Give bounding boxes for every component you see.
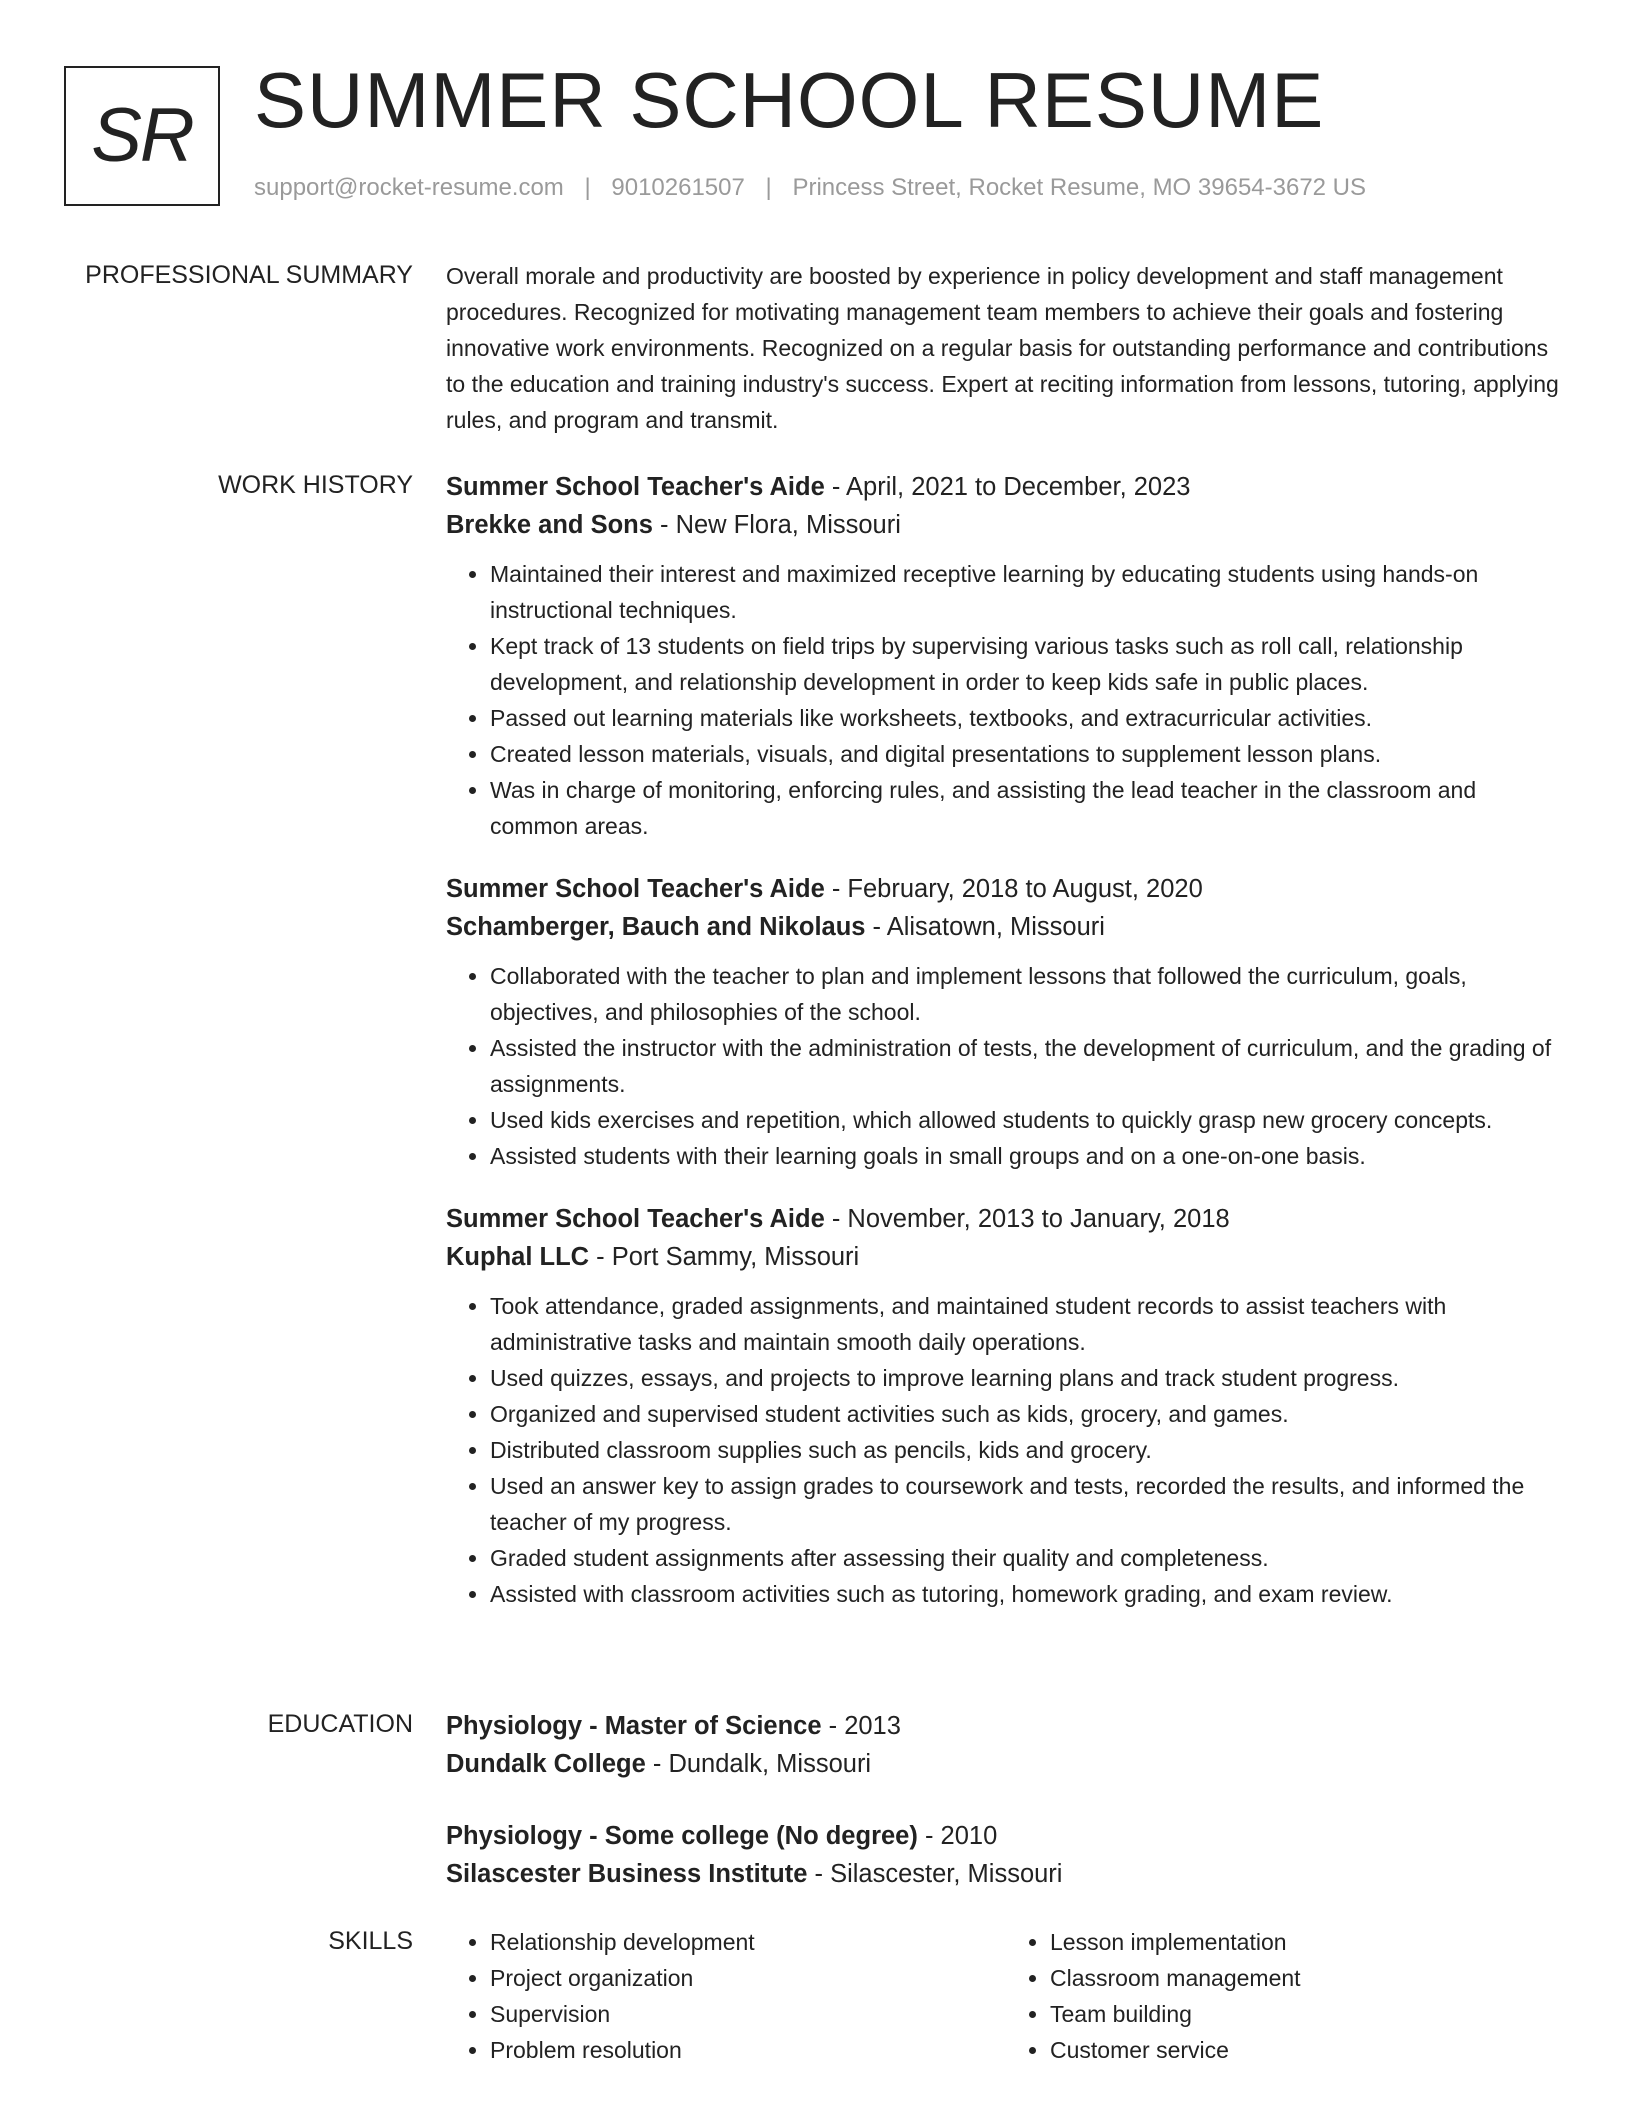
contact-email: support@rocket-resume.com [254, 174, 564, 201]
job-bullet: • Created lesson materials, visuals, and digital presentations to supplement lesson plans. [490, 736, 1566, 772]
job-company: Kuphal LLC [446, 1243, 590, 1271]
job-title-line [446, 870, 1566, 908]
section-label-summary: PROFESSIONAL SUMMARY [85, 261, 413, 289]
job-dates: - February, 2018 to August, 2020 [824, 875, 1203, 903]
job-bullet: • Took attendance, graded assignments, and maintained student records to assist teachers with administrative tasks and maintain smooth daily operations. [490, 1288, 1566, 1360]
job-title: Summer School Teacher's Aide [446, 875, 825, 903]
job-title: Summer School Teacher's Aide [446, 473, 825, 501]
skill-item: • Supervision [490, 1996, 1006, 2032]
job-bullet: • Used quizzes, essays, and projects to improve learning plans and track student progress. [490, 1360, 1566, 1396]
monogram-initials: SR [91, 93, 193, 178]
job-company-line [446, 506, 1566, 544]
job-bullet: • Passed out learning materials like worksheets, textbooks, and extracurricular activities. [490, 700, 1566, 736]
job-bullet: • Distributed classroom supplies such as pencils, kids and grocery. [490, 1432, 1566, 1468]
job-bullet: • Assisted students with their learning goals in small groups and on a one-on-one basis. [490, 1138, 1566, 1174]
job-company: Brekke and Sons [446, 511, 653, 539]
job-bullet: • Used an answer key to assign grades to coursework and tests, recorded the results, and informed the teacher of my progress. [490, 1468, 1566, 1540]
contact-address: Princess Street, Rocket Resume, MO 39654-3672 US [792, 174, 1367, 201]
education-list [446, 1707, 1566, 1893]
job-bullet: • Used kids exercises and repetition, which allowed students to quickly grasp new grocery concepts. [490, 1102, 1566, 1138]
job-bullet: • Organized and supervised student activities such as kids, grocery, and games. [490, 1396, 1566, 1432]
skill-item: • Relationship development [490, 1924, 1006, 1960]
education-degree: Physiology - Some college (No degree) [446, 1822, 918, 1850]
skills-column-1 [446, 1924, 1006, 2068]
job-title: Summer School Teacher's Aide [446, 1205, 825, 1233]
education-location: - Dundalk, Missouri [645, 1750, 872, 1778]
job-entry [446, 870, 1566, 1174]
section-label-work-history: WORK HISTORY [218, 471, 413, 499]
job-title-line [446, 468, 1566, 506]
resume-name: SUMMER SCHOOL RESUME [254, 56, 1325, 144]
education-degree-line [446, 1707, 1566, 1745]
education-degree: Physiology - Master of Science [446, 1712, 822, 1740]
job-entry [446, 1200, 1566, 1612]
job-location: - Alisatown, Missouri [865, 913, 1105, 941]
education-year: - 2013 [821, 1712, 901, 1740]
contact-line [254, 174, 1366, 202]
job-entry [446, 468, 1566, 844]
skill-item: • Project organization [490, 1960, 1006, 1996]
job-bullet: • Collaborated with the teacher to plan and implement lessons that followed the curriculum, goals, objectives, and philosophies of the school. [490, 958, 1566, 1030]
job-location: - Port Sammy, Missouri [589, 1243, 860, 1271]
skill-item: • Classroom management [1050, 1960, 1566, 1996]
contact-phone: 9010261507 [611, 174, 745, 201]
contact-separator: | [765, 174, 772, 201]
education-entry [446, 1707, 1566, 1783]
skill-item: • Lesson implementation [1050, 1924, 1566, 1960]
job-bullets [446, 1288, 1566, 1612]
education-school: Silascester Business Institute [446, 1860, 808, 1888]
job-location: - New Flora, Missouri [652, 511, 901, 539]
job-company-line [446, 908, 1566, 946]
job-company-line [446, 1238, 1566, 1276]
section-label-skills: SKILLS [328, 1927, 413, 1955]
job-dates: - November, 2013 to January, 2018 [824, 1205, 1230, 1233]
monogram-badge [64, 66, 220, 206]
job-bullet: • Was in charge of monitoring, enforcing rules, and assisting the lead teacher in the classroom and common areas. [490, 772, 1566, 844]
education-school-line [446, 1855, 1566, 1893]
job-bullets [446, 556, 1566, 844]
summary-body [446, 258, 1566, 438]
education-school-line [446, 1745, 1566, 1783]
skills-body [446, 1924, 1566, 2068]
summary-text: Overall morale and productivity are boosted by experience in policy development and staff management procedures. Recognized for motivating management team members to achieve their goals and fostering innovative work environments. Recognized on a regular basis for outstanding performance and contributions to the education and training industry's success. Expert at reciting information from lessons, tutoring, applying rules, and program and transmit. [446, 263, 1559, 433]
job-bullets [446, 958, 1566, 1174]
work-history-body [446, 468, 1566, 1638]
education-degree-line [446, 1817, 1566, 1855]
skills-column-2 [1006, 1924, 1566, 2068]
education-body [446, 1707, 1566, 1927]
education-school: Dundalk College [446, 1750, 646, 1778]
jobs-list [446, 468, 1566, 1612]
job-bullet: • Assisted with classroom activities such as tutoring, homework grading, and exam review. [490, 1576, 1566, 1612]
education-year: - 2010 [917, 1822, 998, 1850]
job-bullet: • Assisted the instructor with the administration of tests, the development of curriculum, and the grading of assignments. [490, 1030, 1566, 1102]
education-entry [446, 1817, 1566, 1893]
skill-item: • Customer service [1050, 2032, 1566, 2068]
job-bullet: • Maintained their interest and maximized receptive learning by educating students using hands-on instructional techniques. [490, 556, 1566, 628]
contact-separator: | [584, 174, 591, 201]
education-location: - Silascester, Missouri [807, 1860, 1063, 1888]
skill-item: • Problem resolution [490, 2032, 1006, 2068]
job-dates: - April, 2021 to December, 2023 [824, 473, 1191, 501]
job-title-line [446, 1200, 1566, 1238]
section-label-education: EDUCATION [267, 1710, 413, 1738]
job-company: Schamberger, Bauch and Nikolaus [446, 913, 866, 941]
skill-item: • Team building [1050, 1996, 1566, 2032]
job-bullet: • Graded student assignments after assessing their quality and completeness. [490, 1540, 1566, 1576]
job-bullet: • Kept track of 13 students on field trips by supervising various tasks such as roll call, relationship development, and relationship development in order to keep kids safe in public places. [490, 628, 1566, 700]
